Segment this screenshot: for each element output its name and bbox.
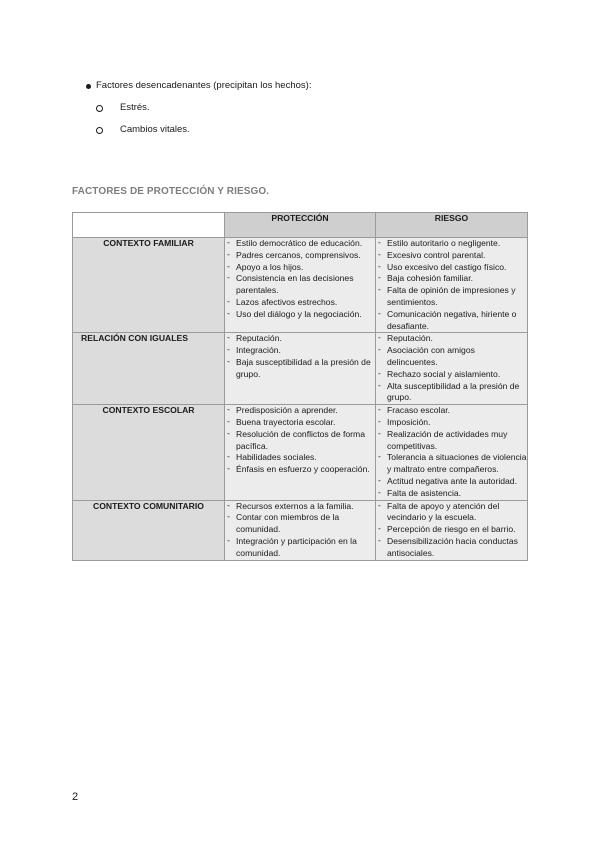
risk-item: - Excesivo control parental. xyxy=(376,250,527,262)
risk-item: - Fracaso escolar. xyxy=(376,405,527,417)
risk-item: - Uso excesivo del castigo físico. xyxy=(376,262,527,274)
protection-item: - Integración y participación en la comunidad. xyxy=(225,536,375,560)
protection-item: - Consistencia en las decisiones parentales. xyxy=(225,273,375,297)
risk-item: - Falta de apoyo y atención del vecindario y la escuela. xyxy=(376,501,527,525)
factors-table xyxy=(72,212,528,561)
sub-bullet-item xyxy=(96,124,321,146)
risk-cell xyxy=(376,500,528,560)
sub-bullet-text: Estrés. xyxy=(120,102,150,113)
risk-list xyxy=(376,501,527,560)
protection-cell xyxy=(225,405,376,500)
risk-item: - Comunicación negativa, hiriente o desafiante. xyxy=(376,309,527,333)
trigger-factors-list xyxy=(86,80,311,146)
protection-list xyxy=(225,405,375,476)
risk-cell xyxy=(376,238,528,333)
protection-cell xyxy=(225,500,376,560)
bullet-text: Factores desencadenantes (precipitan los hechos): xyxy=(96,80,312,91)
protection-list xyxy=(225,333,375,380)
risk-item: - Tolerancia a situaciones de violencia y maltrato entre compañeros. xyxy=(376,452,527,476)
protection-item: - Énfasis en esfuerzo y cooperación. xyxy=(225,464,375,476)
risk-item: - Realización de actividades muy competitivas. xyxy=(376,429,527,453)
risk-list xyxy=(376,405,527,499)
protection-item: - Estilo democrático de educación. xyxy=(225,238,375,250)
sub-bullet-circle-icon xyxy=(96,127,103,134)
row-label: RELACIÓN CON IGUALES xyxy=(73,333,225,405)
risk-list xyxy=(376,238,527,332)
sub-bullet-item xyxy=(96,102,321,124)
row-label: CONTEXTO COMUNITARIO xyxy=(73,500,225,560)
risk-item: - Falta de opinión de impresiones y sentimientos. xyxy=(376,285,527,309)
risk-item: - Rechazo social y aislamiento. xyxy=(376,369,527,381)
table-row xyxy=(73,405,528,500)
sub-bullet-circle-icon xyxy=(96,105,103,112)
row-label: CONTEXTO ESCOLAR xyxy=(73,405,225,500)
protection-list xyxy=(225,501,375,560)
risk-item: - Desensibilización hacia conductas antisociales. xyxy=(376,536,527,560)
risk-item: - Percepción de riesgo en el barrio. xyxy=(376,524,527,536)
header-empty-cell xyxy=(73,213,225,238)
risk-item: - Falta de asistencia. xyxy=(376,488,527,500)
protection-item: - Resolución de conflictos de forma pacífica. xyxy=(225,429,375,453)
bullet-dot-icon xyxy=(86,84,91,89)
row-label: CONTEXTO FAMILIAR xyxy=(73,238,225,333)
protection-item: - Lazos afectivos estrechos. xyxy=(225,297,375,309)
protection-item: - Habilidades sociales. xyxy=(225,452,375,464)
table-row xyxy=(73,333,528,405)
risk-list xyxy=(376,333,527,404)
risk-item: - Imposición. xyxy=(376,417,527,429)
protection-item: - Integración. xyxy=(225,345,375,357)
risk-cell xyxy=(376,405,528,500)
header-risk: RIESGO xyxy=(376,213,528,238)
protection-item: - Padres cercanos, comprensivos. xyxy=(225,250,375,262)
protection-item: - Predisposición a aprender. xyxy=(225,405,375,417)
protection-item: - Recursos externos a la familia. xyxy=(225,501,375,513)
risk-item: - Actitud negativa ante la autoridad. xyxy=(376,476,527,488)
protection-item: - Reputación. xyxy=(225,333,375,345)
table-header-row xyxy=(73,213,528,238)
protection-list xyxy=(225,238,375,321)
protection-item: - Buena trayectoria escolar. xyxy=(225,417,375,429)
bullet-item xyxy=(86,80,311,102)
risk-item: - Alta susceptibilidad a la presión de grupo. xyxy=(376,381,527,405)
table-row xyxy=(73,238,528,333)
risk-item: - Reputación. xyxy=(376,333,527,345)
protection-item: - Uso del diálogo y la negociación. xyxy=(225,309,375,321)
risk-item: - Baja cohesión familiar. xyxy=(376,273,527,285)
page-number: 2 xyxy=(72,791,79,803)
protection-item: - Contar con miembros de la comunidad. xyxy=(225,512,375,536)
header-protection: PROTECCIÓN xyxy=(225,213,376,238)
risk-item: - Estilo autoritario o negligente. xyxy=(376,238,527,250)
risk-cell xyxy=(376,333,528,405)
protection-item: - Apoyo a los hijos. xyxy=(225,262,375,274)
protection-cell xyxy=(225,333,376,405)
risk-item: - Asociación con amigos delincuentes. xyxy=(376,345,527,369)
sub-bullet-text: Cambios vitales. xyxy=(120,124,190,135)
protection-item: - Baja susceptibilidad a la presión de grupo. xyxy=(225,357,375,381)
section-title: FACTORES DE PROTECCIÓN Y RIESGO. xyxy=(72,186,270,197)
protection-cell xyxy=(225,238,376,333)
table-row xyxy=(73,500,528,560)
